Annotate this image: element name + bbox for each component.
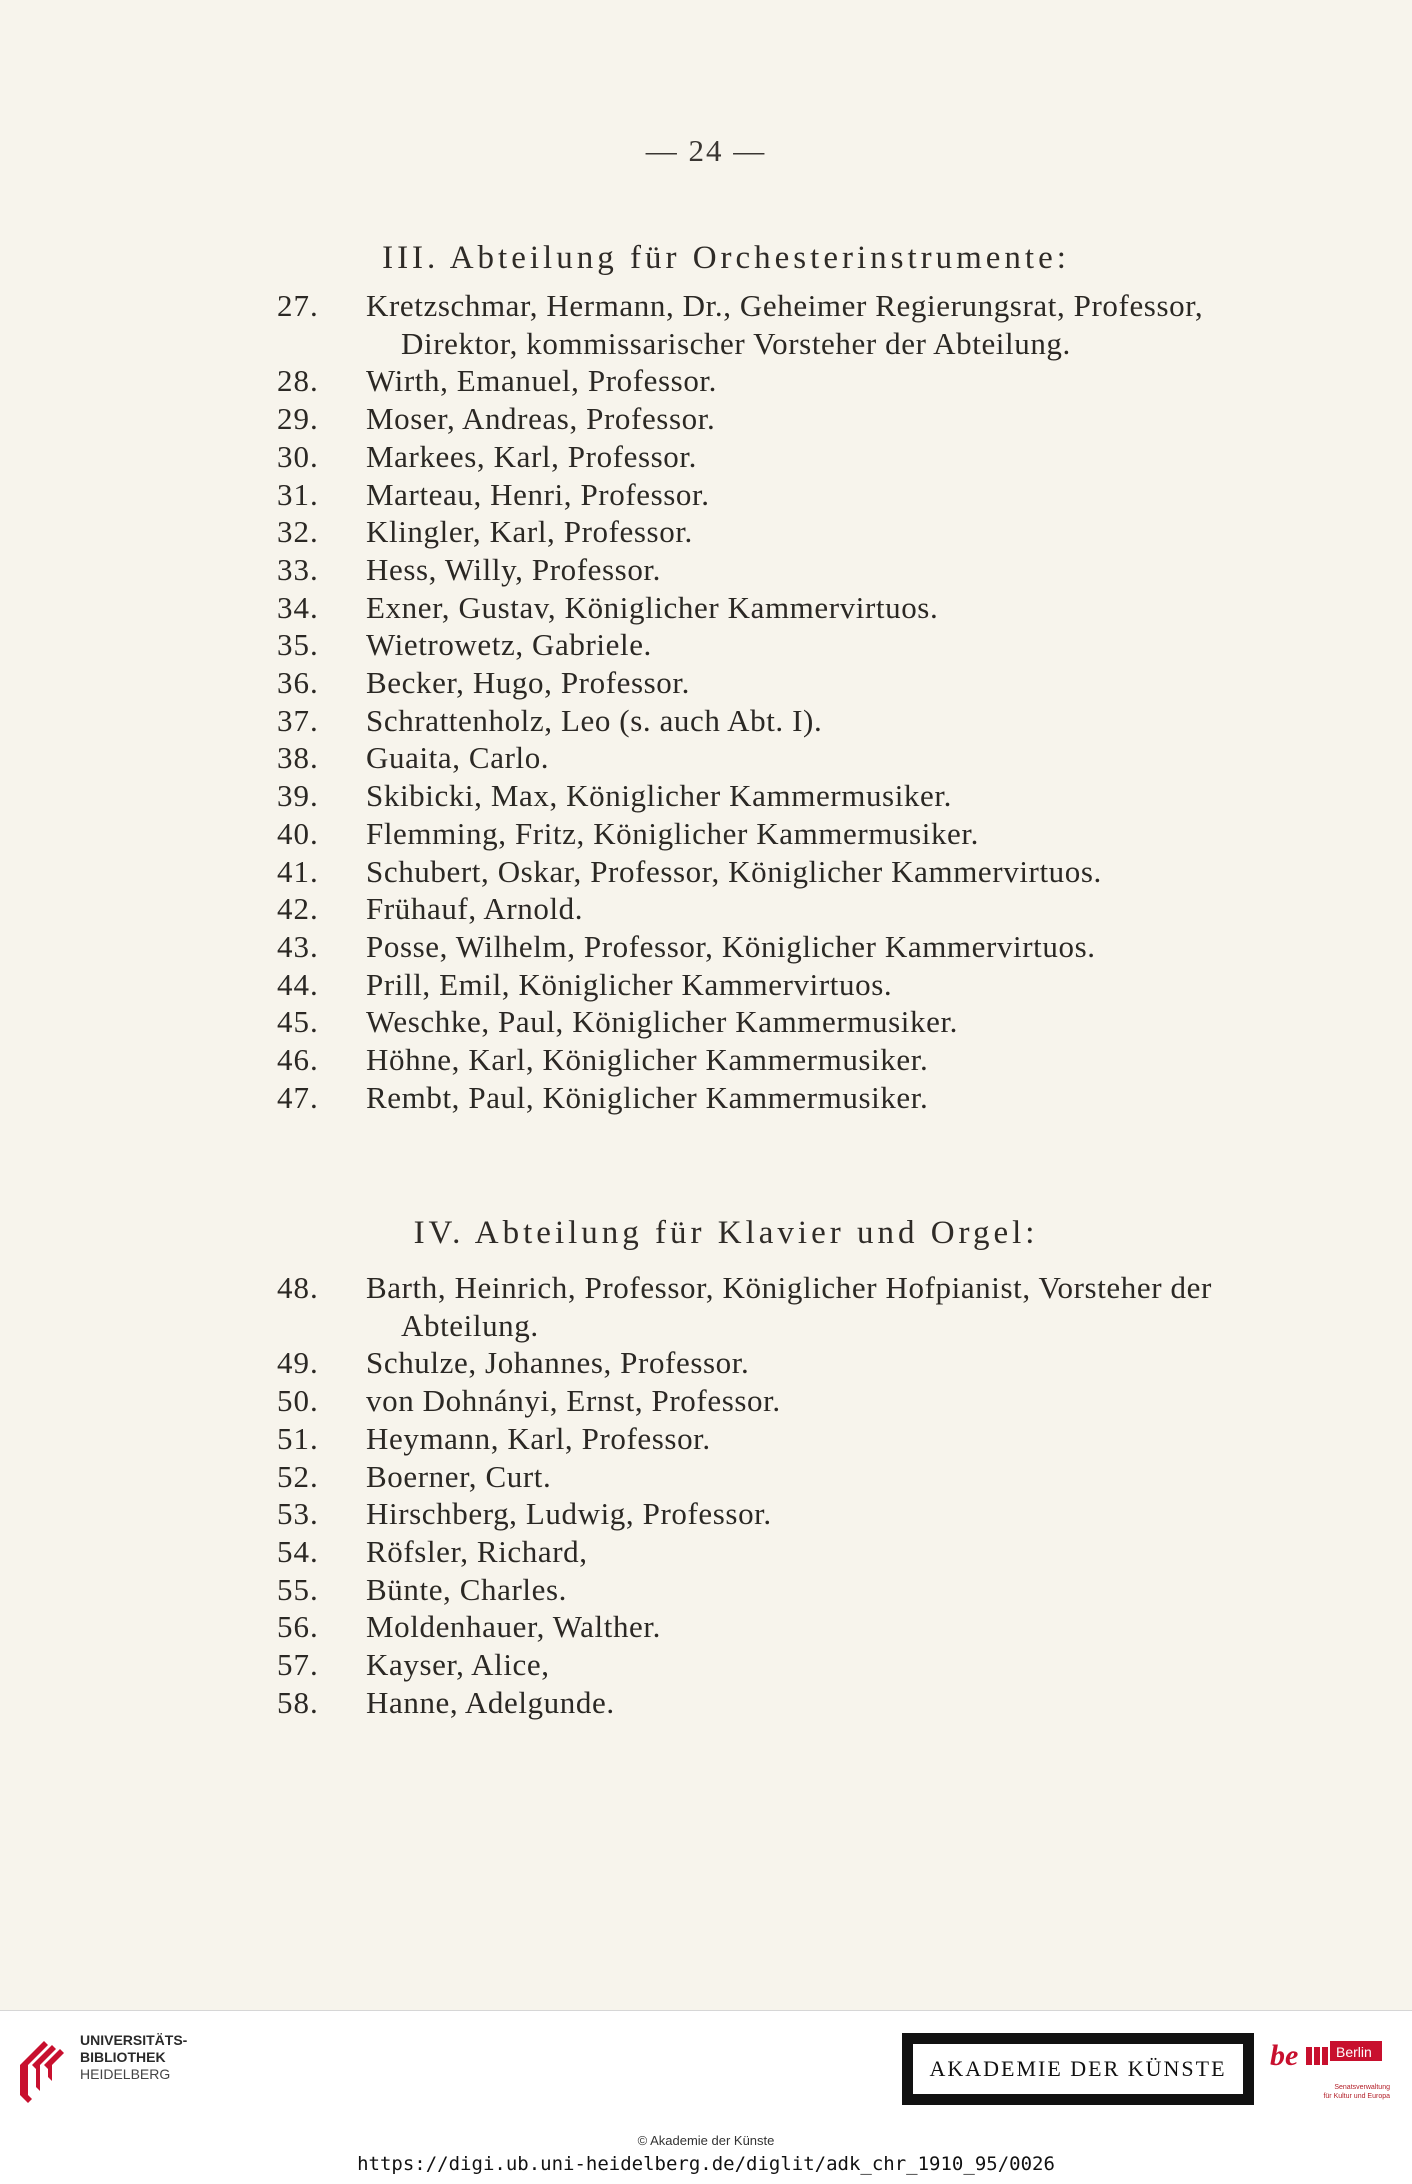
entry-number: 50. <box>277 1383 319 1419</box>
entry-text: Flemming, Fritz, Königlicher Kammermusiker. <box>366 815 979 851</box>
list-entry <box>0 1041 1412 1079</box>
list-entry <box>0 702 1412 740</box>
berlin-sub-line-2: für Kultur und Europa <box>1323 2093 1390 2100</box>
entry-number: 54. <box>277 1533 319 1569</box>
page-number: — 24 — <box>645 133 767 168</box>
entry-number: 35. <box>277 627 319 663</box>
svg-text:be: be <box>1270 2039 1299 2072</box>
entry-number: 28. <box>277 363 319 399</box>
list-entry <box>0 1079 1412 1117</box>
entry-number: 38. <box>277 740 319 776</box>
viewer-footer <box>0 2010 1412 2184</box>
akademie-label: AKADEMIE DER KÜNSTE <box>913 2044 1243 2094</box>
entry-number: 57. <box>277 1647 319 1683</box>
entry-number: 56. <box>277 1609 319 1645</box>
section-heading-iv: IV. Abteilung für Klavier und Orgel: <box>413 1215 1039 1251</box>
entry-text: Prill, Emil, Königlicher Kammervirtuos. <box>366 966 893 1002</box>
university-library-logo-icon[interactable] <box>14 2025 70 2111</box>
list-entry <box>0 853 1412 891</box>
entry-number: 27. <box>277 288 319 323</box>
entry-text: Bünte, Charles. <box>366 1571 567 1607</box>
entry-number: 33. <box>277 551 319 587</box>
entry-text: Wietrowetz, Gabriele. <box>366 627 652 663</box>
entry-text: Heymann, Karl, Professor. <box>366 1420 711 1456</box>
list-entry <box>0 287 1412 362</box>
library-name-line-1: UNIVERSITÄTS- <box>80 2032 188 2048</box>
entry-text: Rembt, Paul, Königlicher Kammermusiker. <box>366 1079 929 1115</box>
entry-text: Klingler, Karl, Professor. <box>366 514 693 550</box>
entry-text: Barth, Heinrich, Professor, Königlicher Hofpianist, Vorsteher der Abteilung. <box>366 1270 1212 1343</box>
entry-text: Skibicki, Max, Königlicher Kammermusiker. <box>366 778 952 814</box>
list-entry <box>0 400 1412 438</box>
entry-text: Marteau, Henri, Professor. <box>366 476 710 512</box>
library-name-line-2: BIBLIOTHEK <box>80 2049 166 2065</box>
university-library-name[interactable] <box>80 2032 187 2083</box>
entry-text: Guaita, Carlo. <box>366 740 550 776</box>
entry-number: 30. <box>277 438 319 474</box>
list-entry <box>0 777 1412 815</box>
list-entry <box>0 1458 1412 1496</box>
library-name-line-3: HEIDELBERG <box>80 2066 171 2082</box>
entry-number: 53. <box>277 1496 319 1532</box>
entry-number: 51. <box>277 1420 319 1456</box>
entry-number: 45. <box>277 1004 319 1040</box>
list-entry <box>0 1420 1412 1458</box>
entry-number: 40. <box>277 815 319 851</box>
list-entry <box>0 362 1412 400</box>
entry-text: Markees, Karl, Professor. <box>366 438 697 474</box>
entry-text: Posse, Wilhelm, Professor, Königlicher Kammervirtuos. <box>366 928 1096 964</box>
list-entry <box>0 589 1412 627</box>
entry-number: 46. <box>277 1042 319 1078</box>
entry-text: Schubert, Oskar, Professor, Königlicher Kammervirtuos. <box>366 853 1102 889</box>
list-entry <box>0 1571 1412 1609</box>
list-entry <box>0 1382 1412 1420</box>
entry-text: Hess, Willy, Professor. <box>366 551 661 587</box>
list-entry <box>0 476 1412 514</box>
svg-text:Berlin: Berlin <box>1336 2044 1372 2060</box>
entry-number: 32. <box>277 514 319 550</box>
entry-number: 37. <box>277 702 319 738</box>
entry-number: 34. <box>277 589 319 625</box>
entry-text: Exner, Gustav, Königlicher Kammervirtuos. <box>366 589 939 625</box>
list-entry <box>0 1495 1412 1533</box>
entry-text: Hanne, Adelgunde. <box>366 1684 615 1720</box>
list-entry <box>0 1269 1412 1344</box>
entry-text: Hirschberg, Ludwig, Professor. <box>366 1496 772 1532</box>
berlin-sub-line-1: Senatsverwaltung <box>1334 2084 1390 2091</box>
entry-number: 49. <box>277 1345 319 1381</box>
entry-text: von Dohnányi, Ernst, Professor. <box>366 1383 781 1419</box>
section-heading-iii: III. Abteilung für Orchesterinstrumente: <box>382 240 1070 276</box>
entry-text: Becker, Hugo, Professor. <box>366 665 690 701</box>
list-entry <box>0 551 1412 589</box>
akademie-logo[interactable] <box>902 2033 1254 2105</box>
entry-number: 43. <box>277 928 319 964</box>
list-entry <box>0 438 1412 476</box>
list-entry <box>0 1533 1412 1571</box>
entry-number: 52. <box>277 1458 319 1494</box>
entry-text: Wirth, Emanuel, Professor. <box>366 363 717 399</box>
entry-number: 48. <box>277 1270 319 1305</box>
entry-number: 42. <box>277 891 319 927</box>
entry-number: 39. <box>277 778 319 814</box>
list-entry <box>0 966 1412 1004</box>
list-entry <box>0 1646 1412 1684</box>
copyright-notice: © Akademie der Künste <box>637 2133 775 2148</box>
entry-list-iii <box>0 287 1412 1116</box>
list-entry <box>0 928 1412 966</box>
entry-number: 31. <box>277 476 319 512</box>
entry-text: Moser, Andreas, Professor. <box>366 401 716 437</box>
list-entry <box>0 1684 1412 1722</box>
list-entry <box>0 513 1412 551</box>
entry-number: 44. <box>277 966 319 1002</box>
entry-number: 29. <box>277 401 319 437</box>
entry-text: Höhne, Karl, Königlicher Kammermusiker. <box>366 1042 929 1078</box>
entry-text: Frühauf, Arnold. <box>366 891 584 927</box>
berlin-senate-caption <box>1300 2083 1390 2101</box>
list-entry <box>0 1344 1412 1382</box>
list-entry <box>0 739 1412 777</box>
entry-text: Weschke, Paul, Königlicher Kammermusiker. <box>366 1004 959 1040</box>
entry-list-iv <box>0 1269 1412 1721</box>
list-entry <box>0 1003 1412 1041</box>
list-entry <box>0 890 1412 928</box>
entry-text: Moldenhauer, Walther. <box>366 1609 661 1645</box>
list-entry <box>0 1608 1412 1646</box>
entry-text: Boerner, Curt. <box>366 1458 552 1494</box>
permalink-url[interactable]: https://digi.ub.uni-heidelberg.de/diglit/adk_chr_1910_95/0026 <box>357 2153 1055 2175</box>
entry-text: Kretzschmar, Hermann, Dr., Geheimer Regierungsrat, Professor, Direktor, kommissarischer Vorsteher der Abteilung. <box>366 288 1204 361</box>
entry-number: 55. <box>277 1571 319 1607</box>
entry-text: Schrattenholz, Leo (s. auch Abt. I). <box>366 702 823 738</box>
list-entry <box>0 815 1412 853</box>
entry-number: 58. <box>277 1684 319 1720</box>
list-entry <box>0 626 1412 664</box>
entry-text: Röfsler, Richard, <box>366 1533 588 1569</box>
entry-number: 41. <box>277 853 319 889</box>
list-entry <box>0 664 1412 702</box>
entry-number: 47. <box>277 1079 319 1115</box>
entry-text: Schulze, Johannes, Professor. <box>366 1345 750 1381</box>
entry-text: Kayser, Alice, <box>366 1647 550 1683</box>
entry-number: 36. <box>277 665 319 701</box>
